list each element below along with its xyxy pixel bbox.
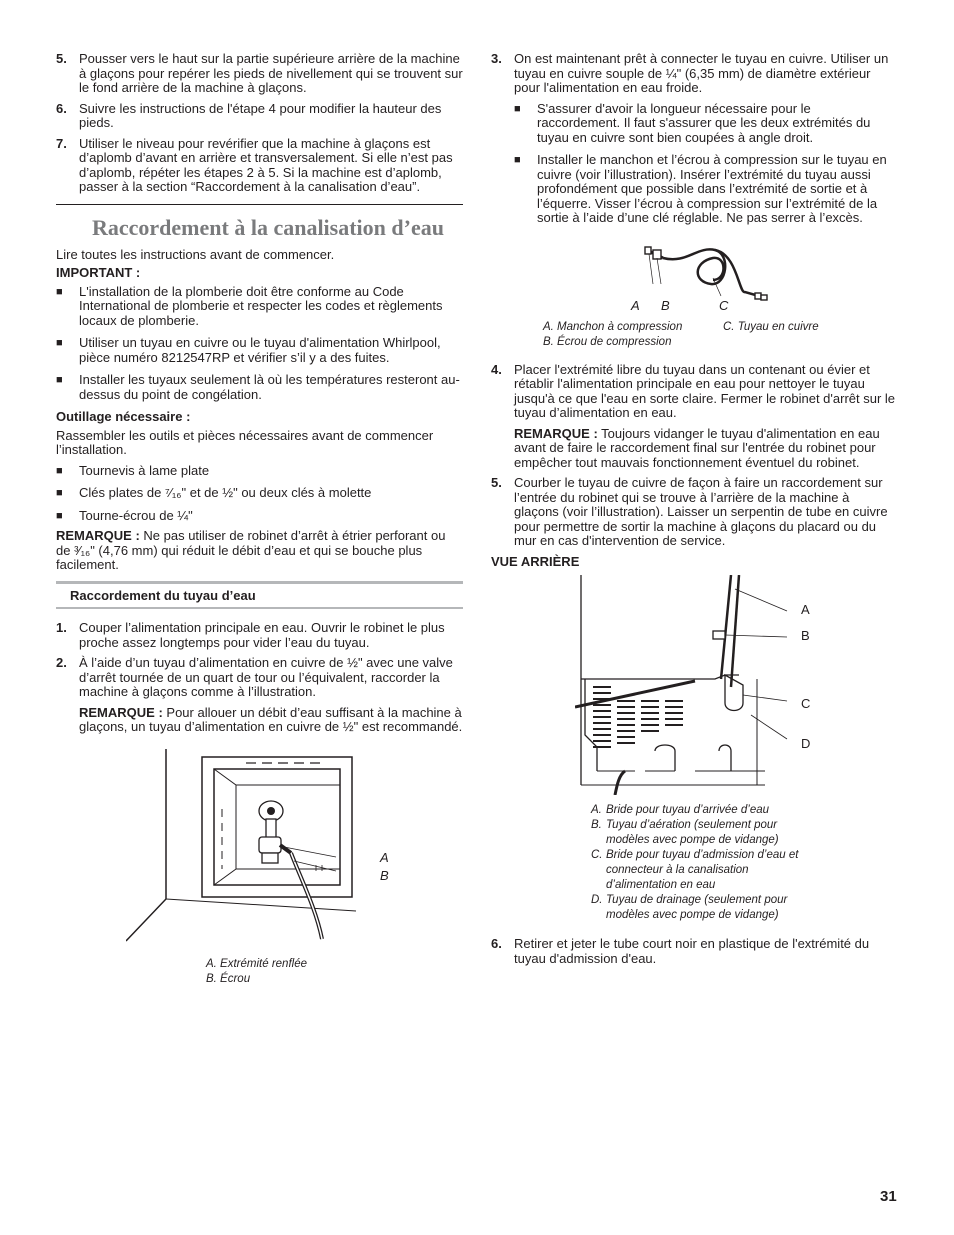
caption-text: Tuyau d’aération (seulement pour modèles avec pompe de vidange) — [606, 819, 779, 846]
label-b: B — [801, 628, 810, 643]
list-item — [56, 373, 463, 402]
caption-key: A. — [591, 804, 602, 816]
steps-top — [56, 52, 463, 195]
step-number: 7. — [56, 135, 67, 151]
step-text: Couper l’alimentation principale en eau. Ouvrir le robinet le plus proche assez longtemps pour vider l’eau du tuyau. — [79, 620, 445, 650]
caption-text: Bride pour tuyau d’arrivée d’eau — [606, 804, 770, 816]
caption-text: Tuyau de drainage (seulement pour modèles avec pompe de vidange) — [606, 894, 788, 921]
label-a: A — [801, 602, 810, 617]
caption-b — [591, 818, 811, 848]
step-7 — [56, 137, 463, 195]
tools-intro: Rassembler les outils et pièces nécessaires avant de commencer l’installation. — [56, 427, 434, 457]
fig2-caption — [543, 320, 896, 350]
valve-illustration — [126, 749, 426, 949]
list-item-text: S'assurer d'avoir la longueur nécessaire pour le raccordement. Il faut s'assurer que les deux extrémités du tuyau en cuivre sont bien coupées à angle droit. — [537, 100, 871, 145]
list-item — [514, 102, 896, 146]
bullet-icon: ■ — [56, 509, 63, 522]
section-title: Raccordement à la canalisation d’eau — [92, 214, 444, 240]
copper-tube-drawing — [627, 244, 777, 306]
note-text: Ne pas utiliser de robinet d’arrêt à étrier perforant ou de ³⁄₁₆" (4,76 mm) qui réduit le débit d’eau et qui se bouche plus facilement. — [56, 528, 446, 572]
copper-tube-illustration — [627, 244, 777, 316]
step-6 — [56, 102, 463, 131]
caption-d — [591, 893, 811, 923]
list-item — [56, 336, 463, 365]
step-5 — [56, 52, 463, 96]
step-number: 5. — [491, 475, 502, 490]
caption-a — [591, 803, 811, 818]
label-b: B — [661, 297, 670, 313]
list-item — [56, 285, 463, 329]
page-number: 31 — [880, 1188, 897, 1205]
subsection-title: Raccordement du tuyau d’eau — [56, 581, 463, 610]
fig1-caption — [206, 957, 463, 987]
step-text: On est maintenant prêt à connecter le tuyau en cuivre. Utiliser un tuyau en cuivre souple de ¼" (6,35 mm) de diamètre extérieur pour l'alimentation en eau froide. — [514, 51, 889, 95]
rear-view-label: VUE ARRIÈRE — [491, 553, 580, 569]
bullet-icon: ■ — [514, 102, 521, 115]
step-text: Suivre les instructions de l'étape 4 pour modifier la hauteur des pieds. — [79, 100, 442, 130]
bullet-icon: ■ — [56, 337, 63, 349]
caption-text: Bride pour tuyau d’admission d’eau et connecteur à la canalisation d’alimentation en eau — [606, 849, 799, 891]
right-column — [491, 52, 896, 972]
left-column — [56, 52, 463, 987]
list-item-text: Installer le manchon et l’écrou à compression sur le tuyau en cuivre (voir l’illustration). Insérer l’extrémité du tuyau aussi profondément que possible dans l’extrémité de sortie et à l’équerre. Visser l’écrou à compression sur l’extrémité de la sortie à l’aide d’une clé réglable. Ne pas serrer à l’excès. — [537, 152, 887, 225]
bullet-icon: ■ — [56, 487, 63, 499]
bullet-icon: ■ — [56, 285, 63, 298]
bullet-icon: ■ — [56, 464, 63, 477]
step-number: 5. — [56, 51, 67, 66]
tools-list — [56, 464, 463, 524]
caption-a: A. Manchon à compression — [543, 320, 683, 333]
label-b: B — [380, 867, 389, 883]
valve-drawing — [126, 749, 426, 949]
list-item-text: Tournevis à lame plate — [79, 462, 210, 478]
step-number: 3. — [491, 51, 502, 66]
fig3-caption — [591, 803, 811, 923]
step4-note — [514, 427, 896, 471]
list-item — [56, 464, 463, 479]
step-text: Utiliser le niveau pour revérifier que la machine à glaçons est d’aplomb d’avant en arrière et transversalement. Si elle n’est pas d’aplomb, répéter les étapes 2 à 5. Si la machine est d’aplomb, passer à la section “Raccordement à la canalisation d’eau”. — [79, 135, 453, 194]
caption-b: B. Écrou de compression — [543, 335, 672, 348]
step-1 — [56, 621, 463, 650]
list-item-text: Utiliser un tuyau en cuivre ou le tuyau d'alimentation Whirlpool, pièce numéro 8212547RP et vérifier s’il y a des fuites. — [79, 335, 441, 365]
step-number: 6. — [56, 100, 67, 116]
rear-view-drawing — [575, 575, 815, 795]
step3-list — [514, 102, 896, 226]
note-paragraph — [56, 529, 463, 573]
tools-label: Outillage nécessaire : — [56, 409, 191, 424]
step-2 — [56, 656, 463, 700]
step-4 — [491, 363, 896, 421]
caption-a: A. Extrémité renflée — [206, 957, 307, 970]
step-5 — [491, 476, 896, 549]
bullet-icon: ■ — [514, 154, 521, 166]
note-label: REMARQUE : — [514, 425, 598, 441]
step-number: 2. — [56, 655, 67, 670]
note-text: Toujours vidanger le tuyau d'alimentation en eau avant de faire le raccordement final sur l'entrée du robinet pour empêcher tout mauvais fonctionnement éventuel du robinet. — [514, 425, 880, 470]
caption-key: D. — [591, 894, 603, 906]
list-item-text: Tourne-écrou de ¼" — [79, 507, 193, 523]
step-3 — [491, 52, 896, 96]
step-text: À l’aide d’un tuyau d’alimentation en cuivre de ½" avec une valve d’arrêt tournée de un quart de tour ou l’équivalent, raccorder la machine à glaçons comme à l’illustration. — [79, 655, 453, 699]
steps-bottom — [56, 621, 463, 735]
rear-view-illustration — [575, 575, 815, 795]
step-number: 1. — [56, 620, 67, 635]
list-item-text: Installer les tuyaux seulement là où les températures resteront au-dessus du point de congélation. — [79, 372, 460, 402]
label-a: A — [631, 297, 640, 313]
note-text: Pour allouer un débit d’eau suffisant à la machine à glaçons, un tuyau d’alimentation en cuivre de ½" est recommandé. — [79, 704, 463, 734]
label-c: C — [801, 696, 811, 711]
note-label: REMARQUE : — [79, 704, 163, 720]
list-item — [514, 153, 896, 226]
step-text: Pousser vers le haut sur la partie supérieure arrière de la machine à glaçons pour repérer les pieds de nivellement qui se trouvent sur le fond arrière de la machine à glaçons. — [79, 51, 463, 95]
caption-key: B. — [591, 819, 602, 831]
list-item — [56, 486, 463, 501]
step-6 — [491, 937, 896, 966]
intro-text: Lire toutes les instructions avant de commencer. — [56, 246, 335, 262]
label-c: C — [719, 297, 729, 313]
bullet-icon: ■ — [56, 374, 63, 386]
section-divider — [56, 204, 463, 205]
label-d: D — [801, 736, 811, 751]
caption-b: B. Écrou — [206, 972, 251, 985]
caption-key: C. — [591, 849, 603, 861]
step-number: 4. — [491, 361, 502, 377]
list-item-text: L'installation de la plomberie doit être conforme au Code International de plomberie et respecter les codes et règlements locaux de plomberie. — [79, 283, 443, 328]
step-number: 6. — [491, 936, 502, 951]
list-item — [56, 509, 463, 524]
step-text: Placer l'extrémité libre du tuyau dans un contenant ou évier et rétablir l'alimentation principale en eau pour nettoyer le tuyau jusqu'à ce que l'eau en sorte claire. Fermer le robinet d'arrêt sur le tuyau d’alimentation en eau. — [514, 361, 896, 420]
caption-c — [591, 848, 811, 893]
step-text: Retirer et jeter le tube court noir en plastique de l'extrémité du tuyau d'admission d'eau. — [514, 936, 870, 966]
note-label: REMARQUE : — [56, 528, 140, 543]
caption-c: C. Tuyau en cuivre — [723, 320, 819, 333]
step2-note — [79, 706, 463, 735]
important-list — [56, 285, 463, 403]
important-label: IMPORTANT : — [56, 265, 141, 280]
list-item-text: Clés plates de ⁷⁄₁₆" et de ½" ou deux clés à molette — [79, 485, 372, 500]
label-a: A — [380, 849, 389, 865]
step-text: Courber le tuyau de cuivre de façon à faire un raccordement sur l’entrée du robinet qui se trouve à l’arrière de la machine à glaçons (voir l’illustration). Laisser un serpentin de tube en cuivre pour permettre de sortir la machine à glaçons du placard ou du mur en cas d'intervention de service. — [514, 475, 888, 548]
